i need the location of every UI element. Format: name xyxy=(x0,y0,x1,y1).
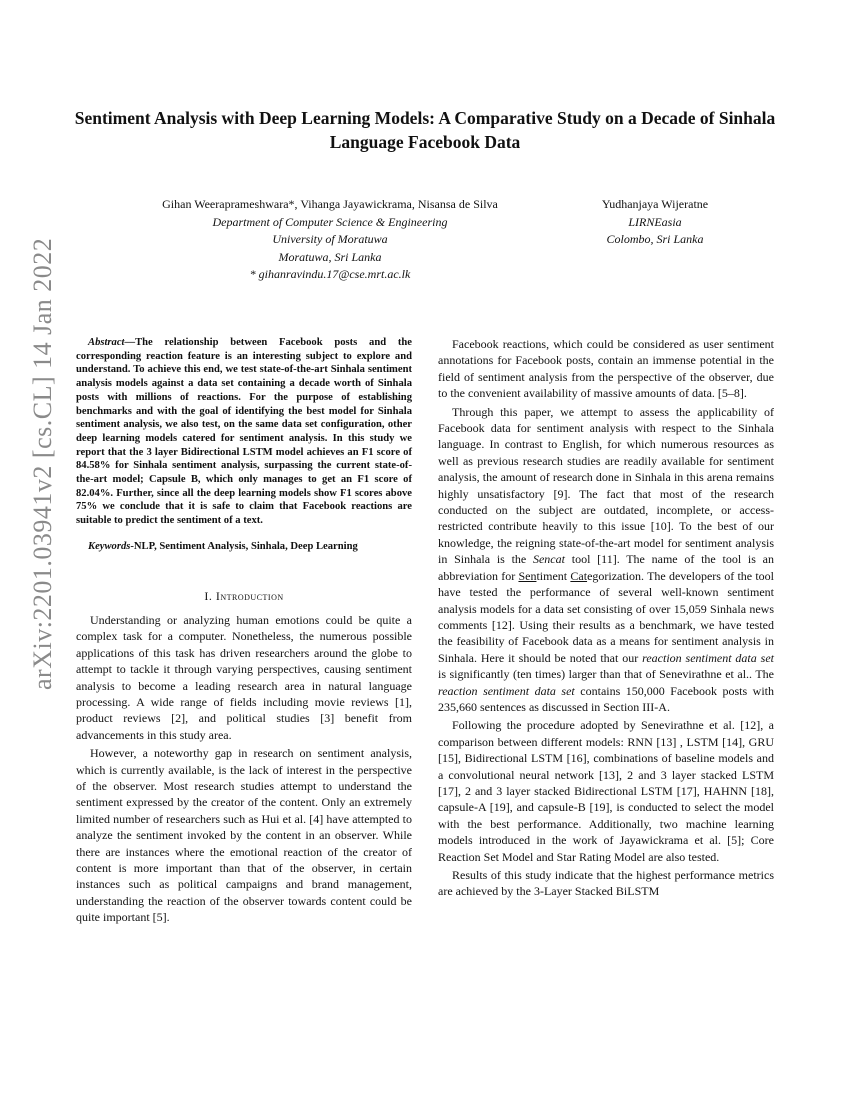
arxiv-identifier[interactable]: arXiv:2201.03941v2 [cs.CL] 14 Jan 2022 xyxy=(28,237,57,690)
author-location: Moratuwa, Sri Lanka xyxy=(278,249,382,264)
keywords-label: Keywords xyxy=(88,540,131,552)
author-block-secondary xyxy=(575,196,735,249)
abbrev-underline-sen: Sen xyxy=(518,568,537,583)
body-paragraph: Facebook reactions, which could be considered as user sentiment annotations for Facebook posts, contain an immense potential in the field of sentiment analysis from the perspective of the observer, due to the convenient availability of massive amounts of data. [5–8]. xyxy=(438,337,774,401)
section-heading xyxy=(76,588,412,604)
author-name: Yudhanjaya Wijeratne xyxy=(601,197,709,211)
text-run: is significantly (ten times) larger than that of Senevirathne et al.. The xyxy=(438,667,774,682)
body-paragraph: Results of this study indicate that the highest performance metrics are achieved by the 3-Layer Stacked BiLSTM xyxy=(438,868,774,899)
body-paragraph: Understanding or analyzing human emotions could be quite a complex task for a computer. Nonetheless, the numerous possible applications of this task has driven researchers around the globe to attempt to tackle it through varying perspectives, causing sentiment analysis to become a leading research area in natural language processing. A wide range of fields including movie reviews [1], product reviews [2], and political studies [3] benefit from advancements in this study area. xyxy=(76,612,412,742)
author-email[interactable]: * gihanravindu.17@cse.mrt.ac.lk xyxy=(249,267,411,281)
keywords-text: -NLP, Sentiment Analysis, Sinhala, Deep Learning xyxy=(130,540,358,552)
section-number: I. xyxy=(204,588,213,603)
abstract xyxy=(76,336,412,528)
author-organization: LIRNEasia xyxy=(628,214,682,229)
body-paragraph: However, a noteworthy gap in research on sentiment analysis, which is currently available, is the lack of interest in the perspective of the observer. Most research studies attempt to understand the sentiment expressed by the creator of the content. Only an extremely limited number of researchers such as Hui et al. [4] have attempted to analyze the sentiment invoked by the content in an observer. While there are instances where the emotional reaction of the creator of content is more important than that of the observer, in certain instances such as political campaigns and brand management, understanding the reaction of the observer towards content could be quite important [5]. xyxy=(76,746,412,925)
dataset-term: reaction sentiment data set xyxy=(642,650,774,665)
paper-title: Sentiment Analysis with Deep Learning Models: A Comparative Study on a Decade of Sinhala Language Facebook Data xyxy=(74,108,776,152)
text-run: Through this paper, we attempt to assess the applicability of Facebook data for sentiment analysis with respect to the Sinhala language. In contrast to English, for which numerous resources as well as previous research studies are readily available for sentiment analysis, the amount of research done in Sinhala in this arena remains highly unsatisfactory [9]. The fact that most of the research conducted on the subject are outdated, incomplete, or access-restricted contribute heavily to this issue [10]. To the best of our knowledge, the reigning state-of-the-art model for sentiment analysis in Sinhala is the xyxy=(438,404,774,567)
section-title: Introduction xyxy=(215,588,284,603)
abbrev-underline-cat: Cat xyxy=(570,568,588,583)
author-location: Colombo, Sri Lanka xyxy=(606,232,704,246)
abstract-text: —The relationship between Facebook posts and the corresponding reaction feature is an interesting subject to explore and understand. To achieve this end, we test state-of-the-art Sinhala sentiment analysis models against a data set containing a decade worth of Sinhala posts with millions of reactions. For the purpose of establishing benchmarks and with the goal of identifying the best model for Sinhala sentiment analysis, we also test, on the same data set configuration, other deep learning models catered for sentiment analysis. In this study we report that the 3 layer Bidirectional LSTM model achieves an F1 score of 84.58% for Sinhala sentiment analysis, surpassing the current state-of-the-art model; Capsule B, which only manages to get an F1 score of 82.04%. Further, since all the deep learning models show F1 scores above 75% we conclude that it is safe to claim that Facebook reactions are suitable to predict the sentiment of a text. xyxy=(76,337,412,527)
author-block-primary xyxy=(120,196,540,284)
sencat-term: Sencat xyxy=(532,552,565,567)
author-department: Department of Computer Science & Engineering xyxy=(212,214,448,229)
left-column xyxy=(76,336,412,928)
author-names: Gihan Weeraprameshwara*, Vihanga Jayawickrama, Nisansa de Silva xyxy=(162,197,498,211)
text-run: contains 150,000 Facebook posts with 235,660 sentences as discussed in Section III-A. xyxy=(438,683,775,714)
body-paragraph xyxy=(438,404,774,716)
author-university: University of Moratuwa xyxy=(272,232,388,246)
text-run: egorization. The developers of the tool have tested the performance of several well-known sentiment analysis models for a data set consisting of over 15,059 Sinhala news comments [12]. Using their results as a benchmark, we have tested the feasibility of Facebook data as a means for sentiment analysis in Sinhala. Here it should be noted that our xyxy=(438,568,775,665)
text-run: timent xyxy=(536,568,571,583)
abstract-label: Abstract xyxy=(88,337,125,348)
dataset-term: reaction sentiment data set xyxy=(438,683,575,698)
keywords xyxy=(76,540,412,554)
body-paragraph: Following the procedure adopted by Senevirathne et al. [12], a comparison between different models: RNN [13] , LSTM [14], GRU [15], Bidirectional LSTM [16], combinations of baseline models and a convolutional neural network [13], 2 and 3 layer stacked LSTM [17], 2 and 3 layer stacked Bidirectional LSTM [17], HAHNN [18], capsule-A [19], and capsule-B [19], is conducted to select the model with the best performance. Additionally, two machine learning models introduced in the work of Jayawickrama et al. [5]; Core Reaction Set Model and Star Rating Model are also tested. xyxy=(438,718,774,864)
right-column xyxy=(438,336,774,902)
arxiv-sidebar xyxy=(8,237,57,700)
text-run: tool [11]. The name of the tool is an abbreviation for xyxy=(438,552,774,583)
